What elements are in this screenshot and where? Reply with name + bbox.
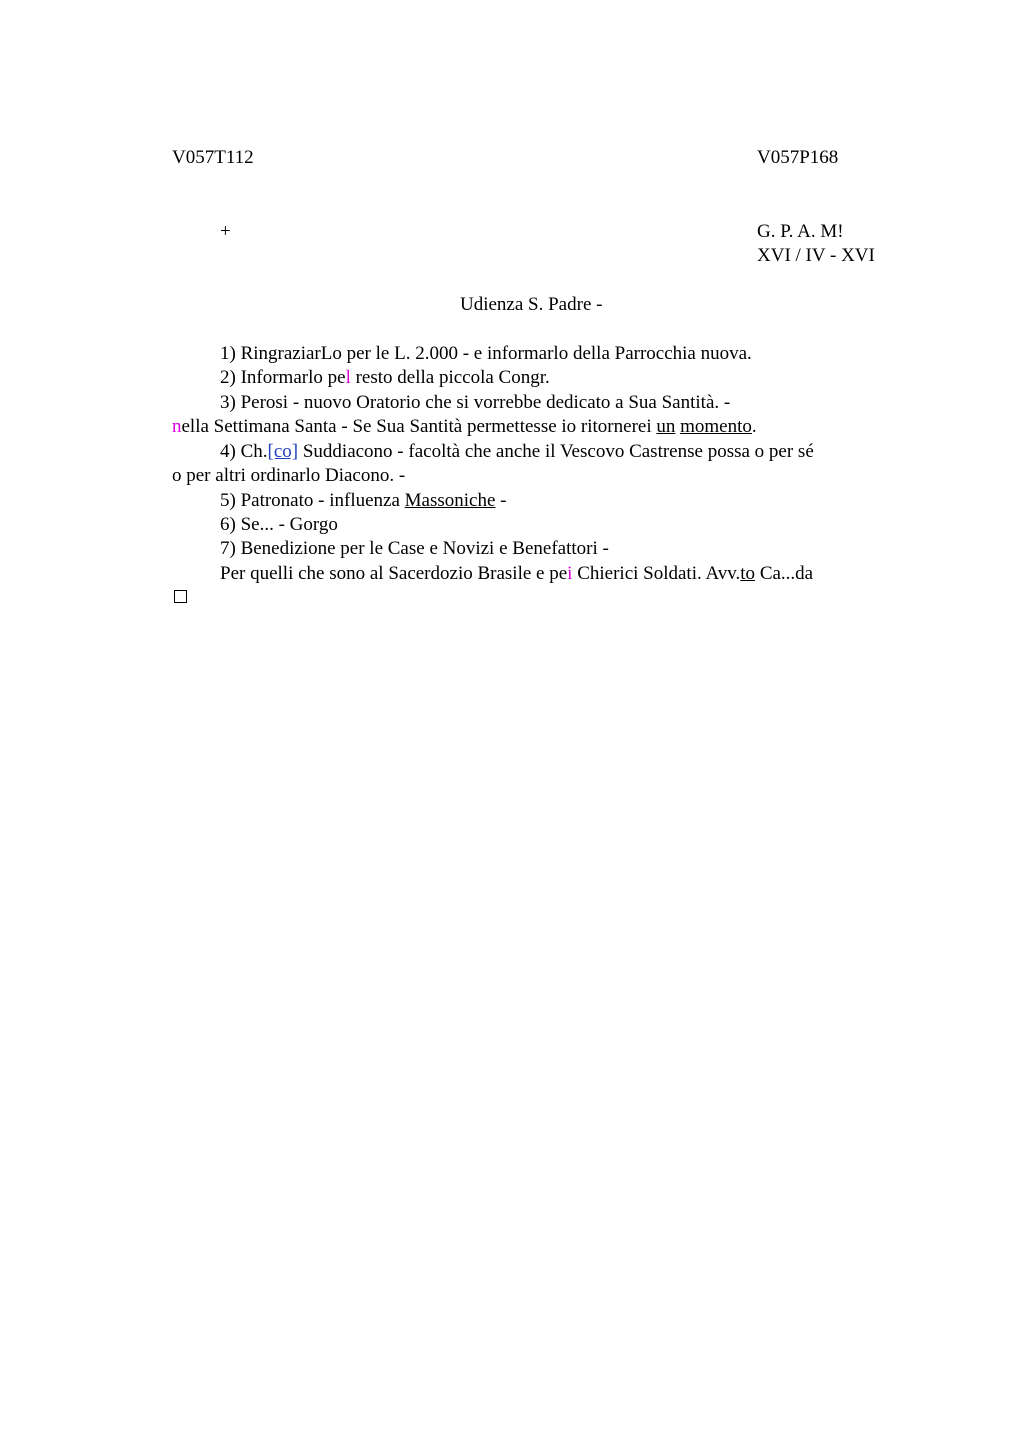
text-segment: - [495, 490, 507, 511]
end-marker-box [174, 590, 187, 603]
cross-symbol: + [220, 221, 231, 242]
document-code-left: V057T112 [172, 147, 254, 168]
text-segment: Chierici Soldati. Avv. [572, 563, 741, 584]
motto: G. P. A. M! [757, 221, 844, 242]
document-title: Udienza S. Padre - [460, 294, 603, 315]
text-segment: 4) Ch. [220, 441, 268, 462]
text-segment: Ca...da [755, 563, 814, 584]
item-3: 3) Perosi - nuovo Oratorio che si vorrebbe dedicato a Sua Santità. - [220, 392, 731, 413]
text-segment: 2) Informarlo pe [220, 367, 346, 388]
text-segment: resto della piccola Congr. [350, 367, 550, 388]
item-4-continued: o per altri ordinarlo Diacono. - [172, 465, 406, 486]
item-2 [220, 366, 550, 390]
item-6: 6) Se... - Gorgo [220, 514, 338, 535]
date: XVI / IV - XVI [757, 245, 875, 266]
underlined-word: un [656, 416, 676, 437]
correction-mark: l [345, 367, 351, 388]
item-1: 1) RingraziarLo per le L. 2.000 - e informarlo della Parrocchia nuova. [220, 343, 752, 364]
text-segment: ella Settimana Santa - Se Sua Santità permettesse io ritornerei [181, 416, 657, 437]
text-segment: 5) Patronato - influenza [220, 490, 405, 511]
item-5 [220, 489, 507, 513]
document-code-right: V057P168 [757, 147, 839, 168]
text-segment: Suddiacono - facoltà che anche il Vescovo Castrense possa o per sé [298, 441, 814, 462]
underlined-word: Massoniche [404, 490, 496, 511]
correction-mark: i [567, 563, 573, 584]
item-7-continued [220, 562, 813, 586]
underlined-word: to [740, 563, 756, 584]
item-3-continued [172, 415, 757, 439]
underlined-word: momento [680, 416, 752, 437]
editorial-insertion: [co] [267, 441, 299, 462]
text-segment: . [751, 416, 757, 437]
correction-mark: n [172, 416, 182, 437]
text-segment: Per quelli che sono al Sacerdozio Brasile e pe [220, 563, 568, 584]
item-7: 7) Benedizione per le Case e Novizi e Benefattori - [220, 538, 609, 559]
item-4 [220, 440, 814, 464]
